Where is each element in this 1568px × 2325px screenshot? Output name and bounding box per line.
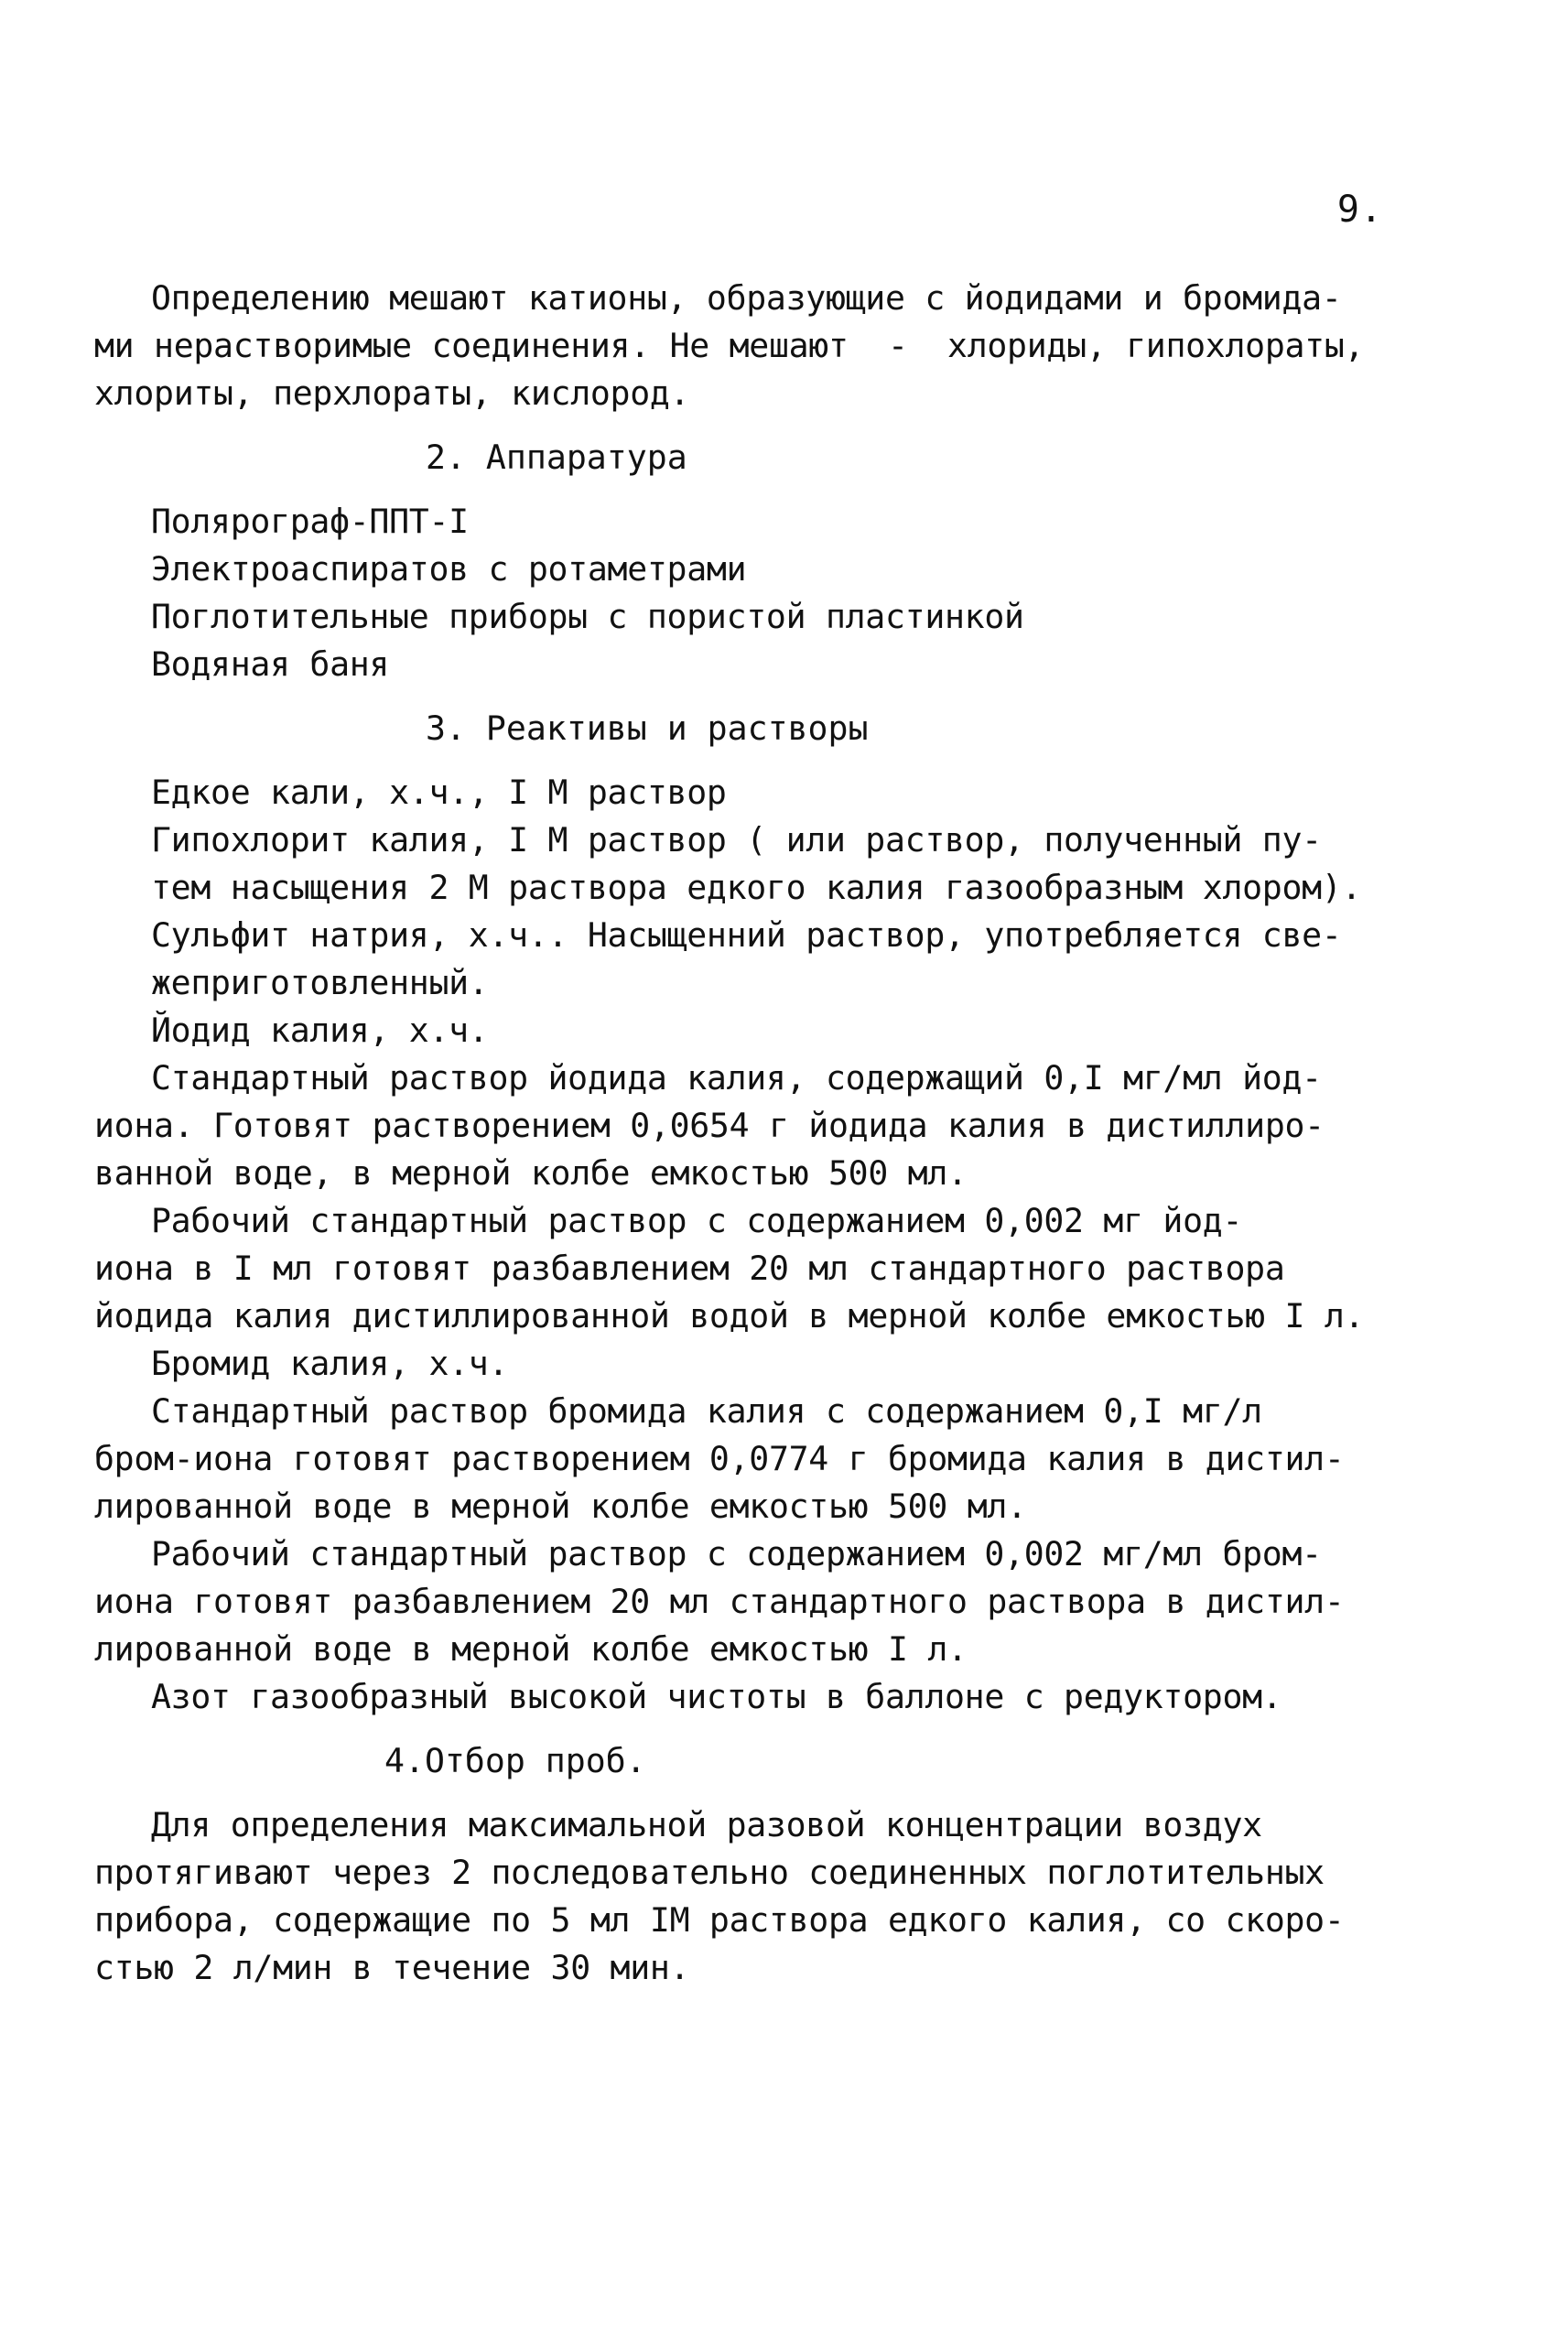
sampling-line: протягивают через 2 последовательно соединенных поглотительных: [94, 1853, 1325, 1892]
list-item: Водяная баня: [151, 644, 390, 684]
section-heading-reagents: 3. Реактивы и растворы: [426, 708, 869, 748]
reagent-line: Гипохлорит калия, I М раствор ( или раствор, полученный пу-: [151, 820, 1322, 860]
paragraph-line: Определению мешают катионы, образующие с йодидами и бромида-: [151, 278, 1342, 318]
sampling-line: Для определения максимальной разовой концентрации воздух: [151, 1805, 1262, 1844]
reagent-line: Рабочий стандартный раствор с содержанием 0,002 мг/мл бром-: [151, 1534, 1322, 1573]
reagent-line: иона в I мл готовят разбавлением 20 мл стандартного раствора: [94, 1249, 1285, 1288]
section-heading-apparatus: 2. Аппаратура: [426, 438, 687, 477]
reagent-line: иона. Готовят растворением 0,0654 г йодида калия в дистиллиро-: [94, 1106, 1325, 1145]
reagent-line: Йодид калия, х.ч.: [151, 1011, 489, 1050]
sampling-line: стью 2 л/мин в течение 30 мин.: [94, 1948, 690, 1987]
reagent-line: йодида калия дистиллированной водой в мерной колбе емкостью I л.: [94, 1296, 1365, 1336]
reagent-line: иона готовят разбавлением 20 мл стандартного раствора в дистил-: [94, 1582, 1345, 1621]
reagent-line: бром-иона готовят растворением 0,0774 г бромида калия в дистил-: [94, 1439, 1345, 1478]
reagent-line: Стандартный раствор бромида калия с содержанием 0,I мг/л: [151, 1391, 1262, 1431]
page-number: 9.: [1336, 189, 1383, 231]
reagent-line: Едкое кали, х.ч., I М раствор: [151, 773, 727, 812]
reagent-line: Рабочий стандартный раствор с содержанием 0,002 мг йод-: [151, 1201, 1243, 1240]
reagent-line: Сульфит натрия, х.ч.. Насыщенний раствор, употребляется све-: [151, 915, 1342, 955]
paragraph-line: ми нерастворимые соединения. Не мешают - хлориды, гипохлораты,: [94, 326, 1365, 365]
list-item: Электроаспиратов с ротаметрами: [151, 549, 747, 589]
reagent-line: Стандартный раствор йодида калия, содержащий 0,I мг/мл йод-: [151, 1058, 1322, 1098]
reagent-line: жеприготовленный.: [151, 963, 489, 1002]
document-body: [94, 275, 1451, 1992]
paragraph-line: хлориты, перхлораты, кислород.: [94, 373, 690, 413]
section-heading-sampling: 4.Отбор проб.: [384, 1741, 646, 1780]
reagent-line: тем насыщения 2 М раствора едкого калия газообразным хлором).: [151, 868, 1362, 907]
list-item: Поглотительные приборы с пористой пластинкой: [151, 597, 1024, 636]
reagent-line: ванной воде, в мерной колбе емкостью 500 мл.: [94, 1153, 968, 1193]
sampling-line: прибора, содержащие по 5 мл IМ раствора едкого калия, со скоро-: [94, 1900, 1345, 1940]
reagent-line: Азот газообразный высокой чистоты в баллоне с редуктором.: [151, 1677, 1282, 1716]
reagent-line: лированной воде в мерной колбе емкостью I л.: [94, 1629, 968, 1669]
reagent-line: лированной воде в мерной колбе емкостью 500 мл.: [94, 1487, 1027, 1526]
reagent-line: Бромид калия, х.ч.: [151, 1344, 509, 1383]
list-item: Полярограф-ППТ-I: [151, 502, 469, 541]
